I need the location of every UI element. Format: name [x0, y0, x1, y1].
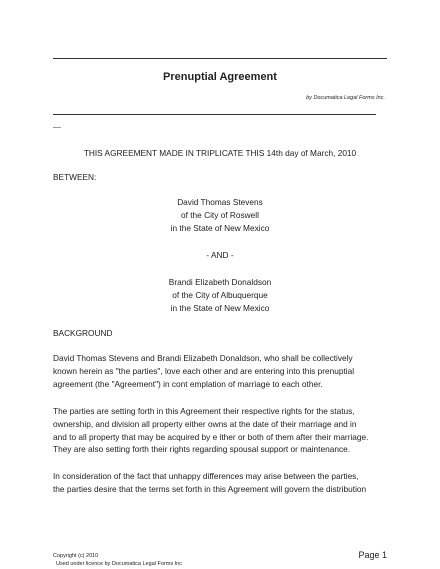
- paragraph-line: David Thomas Stevens and Brandi Elizabeth Donaldson, who shall be collectively: [53, 353, 353, 363]
- paragraph-parties: [53, 352, 393, 390]
- agreement-intro: THIS AGREEMENT MADE IN TRIPLICATE THIS 14th day of March, 2010: [83, 148, 357, 158]
- paragraph-line: agreement (the "Agreement") in cont emplation of marriage to each other.: [53, 378, 323, 389]
- and-separator: - AND -: [206, 250, 234, 260]
- paragraph-consideration: [53, 470, 393, 496]
- licence-notice: Used under licence by Documatica Legal Forms Inc: [56, 561, 182, 567]
- party1-name: David Thomas Stevens: [177, 197, 263, 207]
- paragraph-line: the parties desire that the terms set forth in this Agreement will govern the distribution: [53, 483, 367, 494]
- header-dash: __: [53, 121, 61, 128]
- paragraph-line: known herein as "the parties", love each other and are entering into this prenuptial: [53, 365, 355, 376]
- paragraph-line: They are also setting forth their rights regarding spousal support or maintenance.: [53, 444, 351, 455]
- publisher-byline: by Documatica Legal Forms Inc.: [306, 95, 385, 101]
- paragraph-line: ownership, and division all property either owns at the date of their marriage and in: [53, 418, 357, 429]
- between-label: BETWEEN:: [53, 172, 97, 182]
- background-heading: BACKGROUND: [53, 328, 113, 338]
- paragraph-line: The parties are setting forth in this Agreement their respective rights for the status,: [53, 406, 355, 416]
- party2-name: Brandi Elizabeth Donaldson: [168, 277, 272, 287]
- top-rule: [53, 58, 387, 59]
- party2-city: of the City of Albuquerque: [172, 290, 268, 300]
- party2-state: in the State of New Mexico: [170, 303, 270, 313]
- paragraph-line: and to all property that may be acquired by e ither or both of them after their marriage.: [53, 431, 369, 442]
- copyright-notice: Copyright (c) 2010: [53, 553, 99, 559]
- document-title: Prenuptial Agreement: [163, 71, 277, 83]
- party1-city: of the City of Roswell: [181, 210, 259, 220]
- paragraph-property: [53, 405, 393, 456]
- header-rule: [53, 114, 376, 115]
- page-number: Page 1: [358, 550, 387, 560]
- party1-state: in the State of New Mexico: [170, 223, 270, 233]
- paragraph-line: In consideration of the fact that unhappy differences may arise between the parties,: [53, 471, 359, 481]
